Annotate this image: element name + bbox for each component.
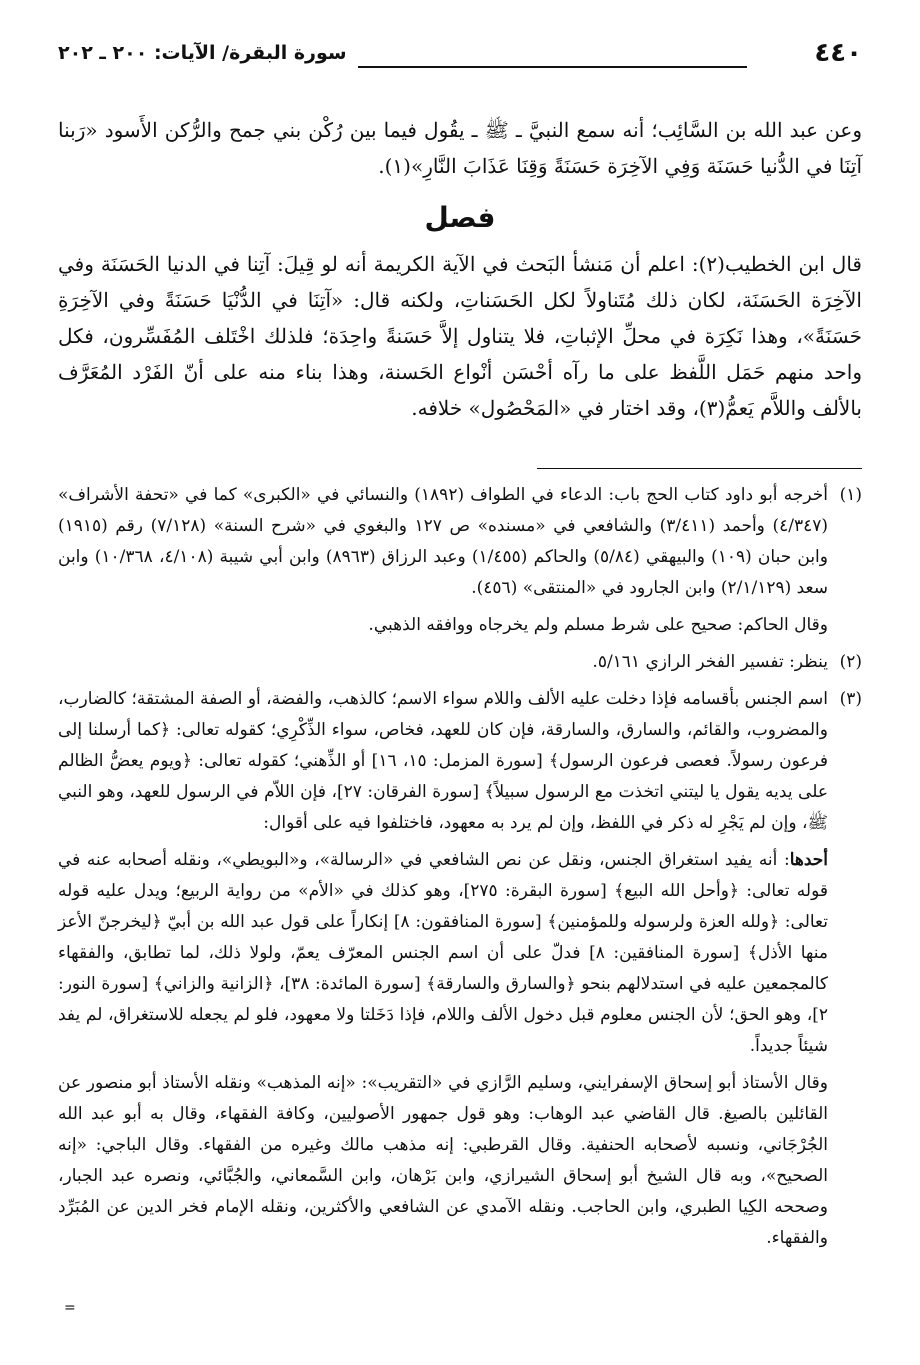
running-title: سورة البقرة/ الآيات: ٢٠٠ ـ ٢٠٢: [58, 42, 347, 64]
footnote-3-paragraph-2: [58, 845, 828, 1062]
footnote-3-lead: أحدها: [789, 850, 828, 870]
continuation-marker: =: [64, 1300, 76, 1316]
footnote-3: [58, 684, 862, 1260]
page-number: ٤٤٠: [814, 38, 862, 68]
header-rule: [358, 66, 747, 68]
footnote-number: (١): [839, 485, 862, 505]
section-heading: فصل: [424, 201, 496, 234]
footnote-3-paragraph-3: وقال الأستاذ أبو إسحاق الإسفرايني، وسليم الرَّازي في «التقريب»: «إنه المذهب» ونقله الأستاذ أبو منصور عن القائلين بالصيغ. قال القاضي عبد الوهاب: وهو قول جمهور الأصوليين، وكافة الفقهاء، وقال به أبو عبد الله الجُرْجَاني، ونسبه لأصحابه الحنفية. وقال القرطبي: إنه مذهب مالك وغيره من الفقهاء. وقال الباجي: «إنه الصحيح»، وبه قال الشيخ أبو إسحاق الشيرازي، وابن بَرْهان، وابن السَّمعاني، والجُبَّائي، ونصره عبد الجبار، وصححه الكِيا الطبري، وابن الحاجب. ونقله الآمدي عن الشافعي والأكثرين، ونقله الإمام فخر الدين عن المُبَرِّد والفقهاء.: [58, 1073, 828, 1248]
footnote-3-paragraph-2-body: : أنه يفيد استغراق الجنس، ونقل عن نص الشافعي في «الرسالة»، و«البويطي»، ونقله أصحابه عنه في قوله تعالى: ﴿وأحل الله البيع﴾ [سورة البقرة: ٢٧٥]، وهو كذلك في «الأم» من رواية الربيع؛ ويدل عليه قوله تعالى: ﴿ولله العزة ولرسوله وللمؤمنين﴾ [سورة المنافقون: ٨] إنكاراً على قول عبد الله بن أبيّ ﴿ليخرجنّ الأعز منها الأذل﴾ [سورة المنافقين: ٨] فدلّ على أن اسم الجنس المعرّف يعمّ، ولولا ذلك، لما تطابق، والفقهاء كالمجمعين عليه في استدلالهم بنحو ﴿والسارق والسارقة﴾ [سورة المائدة: ٣٨]، ﴿الزانية والزاني﴾ [سورة النور: ٢]، وهو الحق؛ لأن الجنس معلوم قبل دخول الألف واللام، فإذا دَخَلتا ولا معهود، فلو لم يجعله للاستغراق، لم يفد شيئاً جديداً.: [58, 850, 829, 1056]
main-paragraph-2: قال ابن الخطيب(٢): اعلم أن مَنشأ البَحث في الآية الكريمة أنه لو قِيلَ: آتِنا في الدنيا الحَسَنَة وفي الآخِرَة الحَسَنَة، لكان ذلك مُتَناولاً لكل الحَسَناتِ، ولكنه قال: «آتِنَا في الدُّنْيَا حَسَنَةً وفي الآخِرَةِ حَسَنَةً»، وهذا نَكِرَة في محلِّ الإثباتِ، فلا يتناول إلاَّ حَسَنةً واحِدَة؛ فلذلك اخْتَلف المُفَسِّرون، فكل واحد منهم حَمَل اللَّفظ على ما رآه أحْسَن أنْواع الحَسنة، وهذا بناء منه على أنّ الفَرْد المُعَرَّف بالألف واللاَّم يَعمُّ(٣)، وقد اختار في «المَحْصُول» خلافه.: [58, 252, 862, 420]
footnote-separator: [537, 468, 862, 469]
footnote-3-text: اسم الجنس بأقسامه فإذا دخلت عليه الألف واللام سواء الاسم؛ كالذهب، والفضة، أو الصفة المشتقة؛ كالضارب، والمضروب، والقائم، والسارق، والسارقة، فإن كان للعهد، فخاص، سواء الذِّكْرِي؛ كقوله تعالى: ﴿كما أرسلنا إلى فرعون رسولاً. فعصى فرعون الرسول﴾ [سورة المزمل: ١٥، ١٦] أو الذِّهني؛ كقوله تعالى: ﴿ويوم يعضُّ الظالم على يديه يقول يا ليتني اتخذت مع الرسول سبيلاً﴾ [سورة الفرقان: ٢٧]، فإن اللاّم في الرسول للعهد، وهو النبي ﷺ، وإن لم يَجْرِ له ذكر في اللفظ، وإن لم يرد به معهود، فاختلفوا فيه على أقوال:: [58, 689, 829, 833]
footnote-1-note: وقال الحاكم: صحيح على شرط مسلم ولم يخرجاه ووافقه الذهبي.: [368, 615, 828, 635]
footnote-1: [58, 480, 862, 647]
footnote-number: (٣): [839, 689, 862, 709]
footnote-2-text: ينظر: تفسير الفخر الرازي ٥/١٦١.: [592, 652, 828, 672]
footnote-number: (٢): [839, 652, 862, 672]
main-paragraph-1: وعن عبد الله بن السَّائِب؛ أنه سمع النبيَّ ـ ﷺ ـ يقُول فيما بين رُكْن بني جمح والرُّكن الأَسود «رَبنا آتِنَا في الدُّنيا حَسَنَة وَفِي الآخِرَة حَسَنَةً وَقِنَا عَذَابَ النَّارِ»(١).: [58, 118, 862, 178]
footnote-2: [58, 647, 862, 684]
main-text: [58, 112, 862, 426]
footnote-1-text: أخرجه أبو داود كتاب الحج باب: الدعاء في الطواف (١٨٩٢) والنسائي في «الكبرى» كما في «تحفة الأشراف» (٤/٣٤٧) وأحمد (٣/٤١١) والشافعي في «مسنده» ص ١٢٧ والبغوي في «شرح السنة» (٧/١٢٨) رقم (١٩١٥) وابن حبان (١٠٩) والبيهقي (٥/٨٤) والحاكم (١/٤٥٥) وعبد الرزاق (٨٩٦٣) وابن أبي شيبة (٤/١٠٨، ١٠/٣٦٨) وابن سعد (٢/١/١٢٩) وابن الجارود في «المنتقى» (٤٥٦).: [58, 485, 828, 598]
page-header: [58, 38, 862, 78]
footnotes: [58, 480, 862, 1260]
